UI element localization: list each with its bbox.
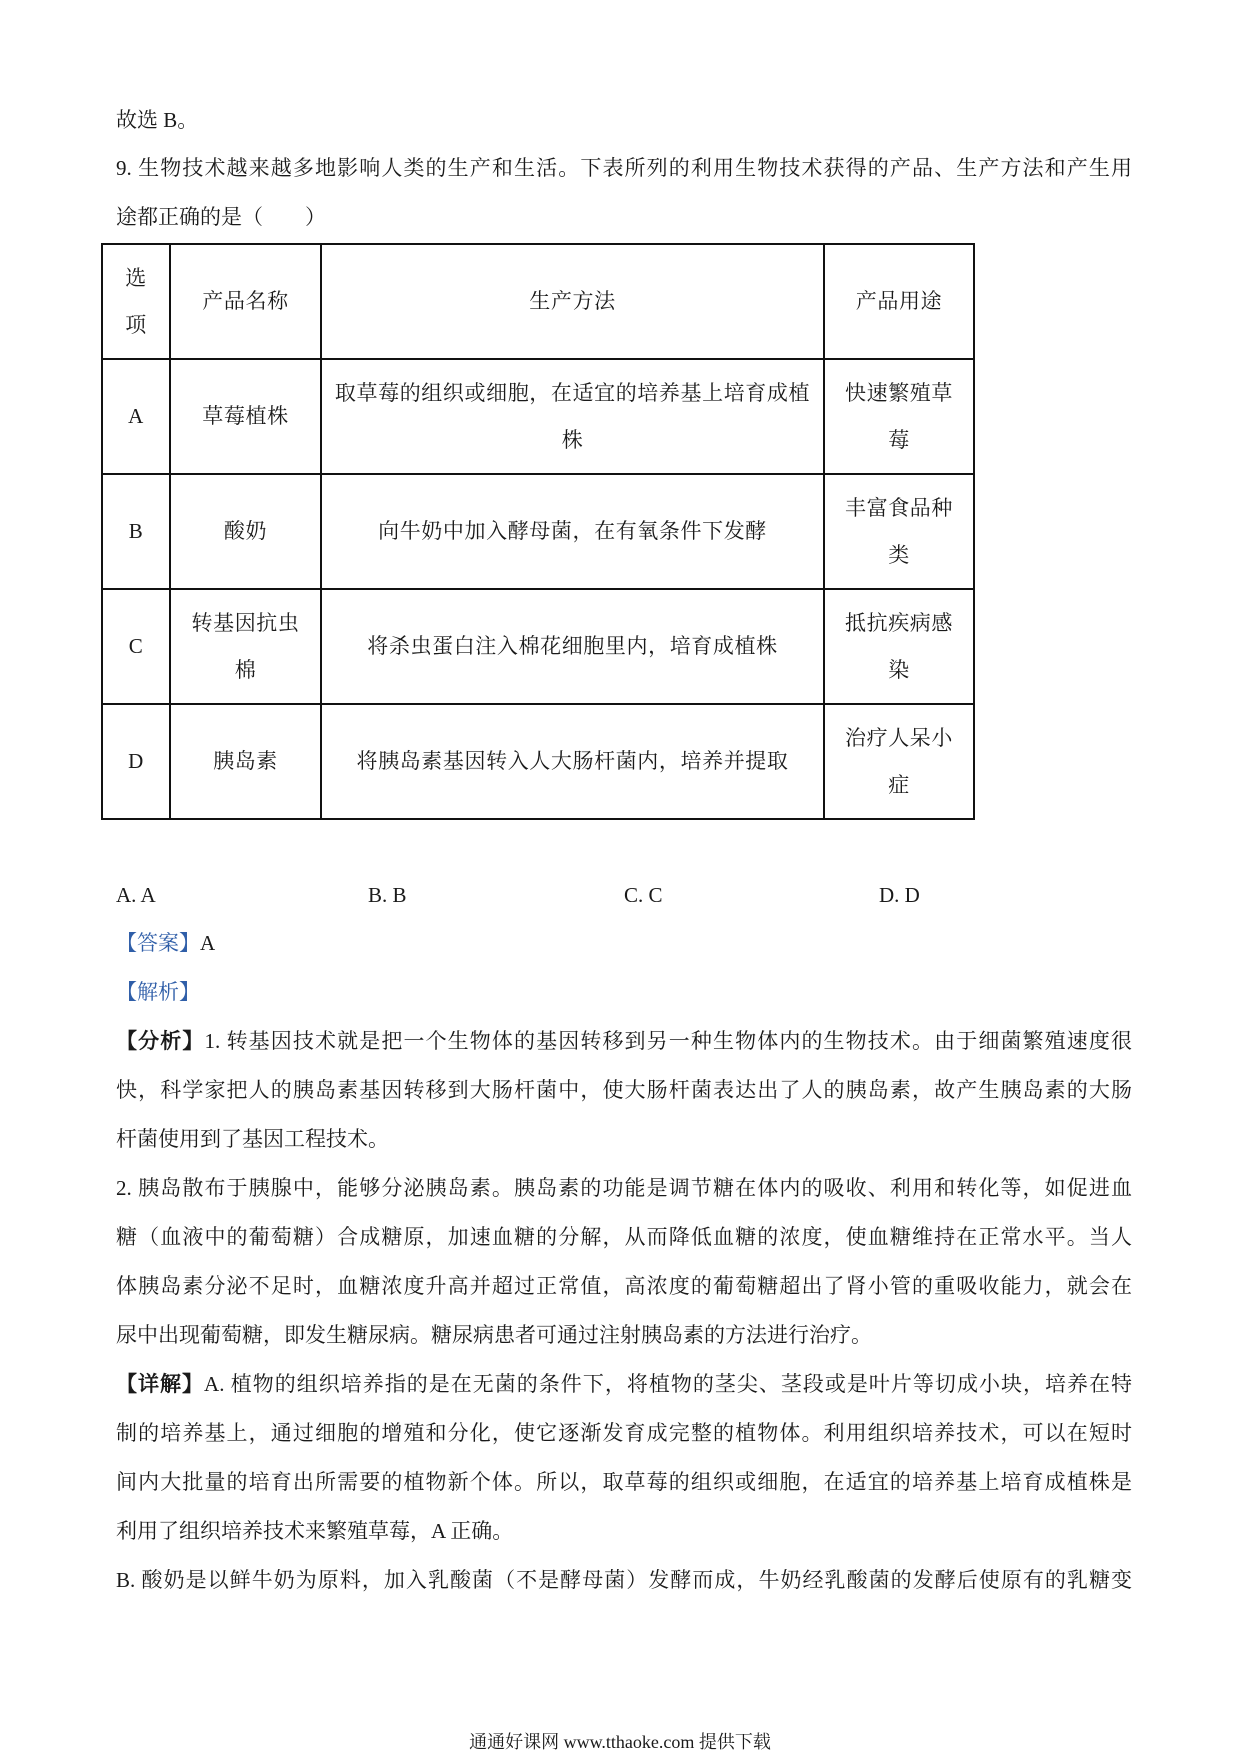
product-method-table <box>101 243 975 820</box>
answer-line <box>116 919 1132 968</box>
header-label: 选项 <box>125 265 147 337</box>
table-row <box>102 474 974 589</box>
option-c: C. C <box>624 882 663 907</box>
analysis-line: B. 酸奶是以鲜牛奶为原料，加入乳酸菌（不是酵母菌）发酵而成，牛奶经乳酸菌的发酵后使原有的乳糖变 <box>116 1567 1132 1592</box>
analysis-line: 利用了组织培养技术来繁殖草莓，A 正确。 <box>116 1518 514 1543</box>
footer-source: 通通好课网 www.tthaoke.com 提供下载 <box>469 1732 771 1752</box>
analysis-line: 体胰岛素分泌不足时，血糖浓度升高并超过正常值，高浓度的葡萄糖超出了肾小管的重吸收能力，就会在 <box>116 1273 1132 1298</box>
product-name-cell: 转基因抗虫棉 <box>170 589 321 704</box>
analysis-line: 间内大批量的培育出所需要的植物新个体。所以，取草莓的组织或细胞，在适宜的培养基上培育成植株是 <box>116 1469 1132 1494</box>
solution-block <box>116 919 1132 1605</box>
answer-value: A <box>200 930 216 955</box>
method-cell: 取草莓的组织或细胞，在适宜的培养基上培育成植株 <box>321 359 824 474</box>
product-name-cell: 胰岛素 <box>170 704 321 819</box>
previous-conclusion: 故选 B。 <box>116 107 199 132</box>
option-letter-cell: D <box>102 704 170 819</box>
table-row <box>102 359 974 474</box>
header-label: 产品名称 <box>202 289 289 313</box>
header-cell-product <box>170 244 321 359</box>
product-name-cell: 草莓植株 <box>170 359 321 474</box>
table-row <box>102 589 974 704</box>
analysis-line <box>116 1017 1132 1066</box>
answer-label: 【答案】 <box>116 930 200 955</box>
use-cell: 治疗人呆小症 <box>824 704 974 819</box>
analysis-line: 制的培养基上，通过细胞的增殖和分化，使它逐渐发育成完整的植物体。利用组织培养技术，可以在短时 <box>116 1420 1132 1445</box>
analysis-line: 尿中出现葡萄糖，即发生糖尿病。糖尿病患者可通过注射胰岛素的方法进行治疗。 <box>116 1322 872 1347</box>
use-cell: 丰富食品种类 <box>824 474 974 589</box>
analysis-label: 【解析】 <box>116 979 200 1004</box>
use-cell: 快速繁殖草莓 <box>824 359 974 474</box>
option-a: A. A <box>116 882 156 907</box>
option-d: D. D <box>879 882 920 907</box>
method-cell: 将胰岛素基因转入人大肠杆菌内，培养并提取 <box>321 704 824 819</box>
header-label: 生产方法 <box>529 289 616 313</box>
analysis-heading <box>116 968 1132 1017</box>
analysis-section-label: 【分析】 <box>116 1028 205 1053</box>
product-name-cell: 酸奶 <box>170 474 321 589</box>
header-cell-use <box>824 244 974 359</box>
header-cell-method <box>321 244 824 359</box>
option-letter-cell: C <box>102 589 170 704</box>
use-cell: 抵抗疾病感染 <box>824 589 974 704</box>
analysis-section-label: 【详解】 <box>116 1371 205 1396</box>
option-letter-cell: B <box>102 474 170 589</box>
analysis-line: 2. 胰岛散布于胰腺中，能够分泌胰岛素。胰岛素的功能是调节糖在体内的吸收、利用和转化等，如促进血 <box>116 1175 1132 1200</box>
header-label: 产品用途 <box>855 289 943 313</box>
question-block <box>116 96 1132 242</box>
method-cell: 向牛奶中加入酵母菌，在有氧条件下发酵 <box>321 474 824 589</box>
answer-options <box>116 871 1132 920</box>
question-stem-line: 途都正确的是（ ） <box>116 204 326 229</box>
header-cell-option <box>102 244 170 359</box>
table-header-row <box>102 244 974 359</box>
analysis-line: 糖（血液中的葡萄糖）合成糖原，加速血糖的分解，从而降低血糖的浓度，使血糖维持在正常水平。当人 <box>116 1224 1132 1249</box>
analysis-line: 快，科学家把人的胰岛素基因转移到大肠杆菌中，使大肠杆菌表达出了人的胰岛素，故产生胰岛素的大肠 <box>116 1077 1132 1102</box>
option-letter-cell: A <box>102 359 170 474</box>
analysis-text: A. 植物的组织培养指的是在无菌的条件下，将植物的茎尖、茎段或是叶片等切成小块，培养在特 <box>204 1371 1132 1396</box>
question-stem-line: 9. 生物技术越来越多地影响人类的生产和生活。下表所列的利用生物技术获得的产品、生产方法和产生用 <box>116 156 1132 180</box>
table-row <box>102 704 974 819</box>
option-b: B. B <box>368 882 407 907</box>
analysis-line <box>116 1360 1132 1409</box>
analysis-text: 1. 转基因技术就是把一个生物体的基因转移到另一种生物体内的生物技术。由于细菌繁殖速度很 <box>204 1028 1133 1053</box>
method-cell: 将杀虫蛋白注入棉花细胞里内，培育成植株 <box>321 589 824 704</box>
analysis-line: 杆菌使用到了基因工程技术。 <box>116 1126 389 1151</box>
